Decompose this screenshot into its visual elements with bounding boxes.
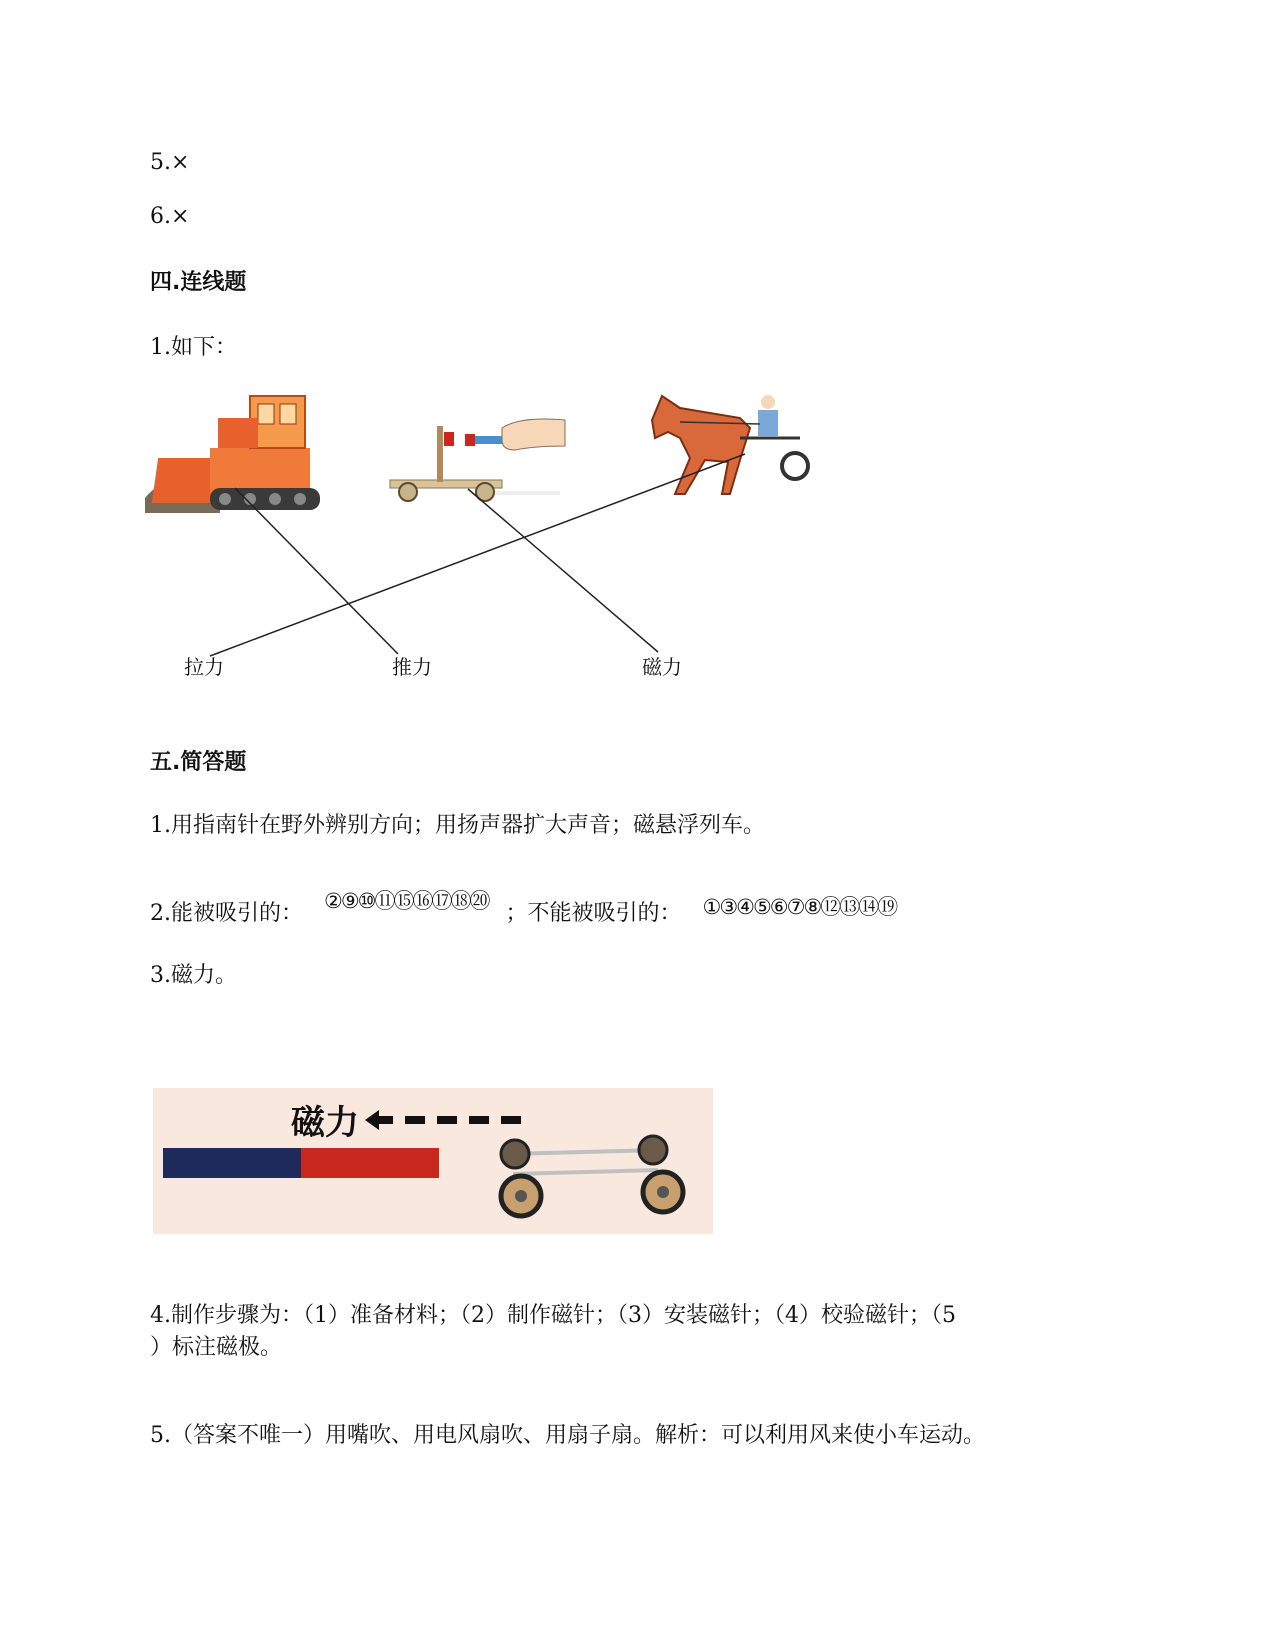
magnet-car-figure	[153, 1088, 713, 1234]
section-4-heading: 四.连线题	[150, 270, 247, 295]
magnet-red-pole	[301, 1148, 439, 1178]
horse-cart-image	[652, 395, 808, 494]
section-5-q5: 5.（答案不唯一）用嘴吹、用电风扇吹、用扇子扇。解析：可以利用风来使小车运动。	[150, 1423, 985, 1448]
bulldozer-image	[145, 396, 320, 513]
q2-prefix: 2.能被吸引的：	[150, 901, 303, 926]
section-4-q1: 1.如下：	[150, 335, 237, 360]
toy-car-image	[501, 1136, 683, 1216]
label-pull: 拉力	[184, 655, 224, 679]
q2-not-attracted-list: ①③④⑤⑥⑦⑧⑫⑬⑭⑲	[702, 895, 897, 919]
label-magnetic: 磁力	[642, 655, 682, 679]
match-line-bulldozer-push	[235, 488, 398, 654]
section-5-q1: 1.用指南针在野外辨别方向；用扬声器扩大声音；磁悬浮列车。	[150, 813, 765, 838]
answer-5: 5.×	[150, 150, 190, 175]
section-5-q2	[150, 889, 897, 927]
section-5-q4-line2: ）标注磁极。	[150, 1335, 283, 1360]
force-arrow	[365, 1110, 521, 1130]
magnet-cart-image	[390, 419, 565, 501]
section-5-q4-line1: 4.制作步骤为：（1）准备材料；（2）制作磁针；（3）安装磁针；（4）校验磁针；（5	[150, 1303, 956, 1328]
magnet-car-svg	[153, 1088, 713, 1234]
magnet-force-label: 磁力	[291, 1103, 359, 1143]
q2-attracted-list: ②⑨⑩⑪⑮⑯⑰⑱⑳	[324, 889, 489, 913]
matching-diagram	[140, 388, 860, 718]
label-push: 推力	[392, 655, 432, 679]
answer-6: 6.×	[150, 204, 190, 229]
match-line-cart-magnetic	[468, 489, 658, 652]
q2-separator: ；不能被吸引的：	[505, 901, 682, 926]
matching-diagram-svg	[140, 388, 860, 718]
section-5-heading: 五.简答题	[150, 750, 247, 775]
magnet-blue-pole	[163, 1148, 301, 1178]
section-5-q3: 3.磁力。	[150, 963, 237, 988]
